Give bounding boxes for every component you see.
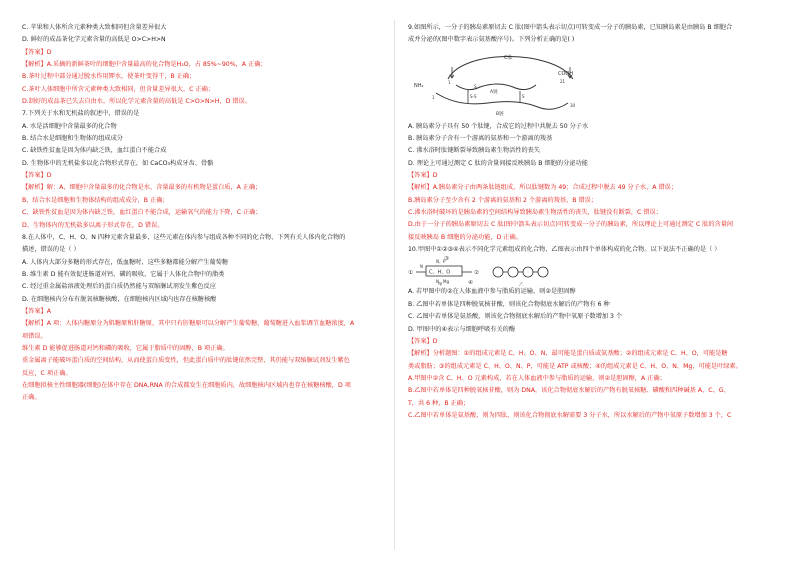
analysis-line: 【解析】A 项：人体内糖原分为肌糖原和肝糖原，其中只有肝糖原可以分解产生葡萄糖，葡萄糖进入血浆调节血糖浓度，A [22,320,355,328]
monomer-1 [493,267,503,277]
analysis-line: C.乙图中若单体是氨基酸，则为四肽，则该化合物彻底水解需要 3 分子水，所以水解后的产物中氧原子数增加 3 个，C [408,411,732,419]
nh2-label: NH₂ [414,82,424,89]
text-line: A. 人体内大部分多糖的形式存在，低血糖时，这些多糖都能分解产生葡萄糖 [22,258,229,266]
text-line: A. 若甲图中的②在人体血液中参与脂质的运输，则②是胆固醇 [408,288,576,296]
left-column [22,22,377,405]
analysis-line: 维生素 D 能够促进肠道对钙和磷的吸收，它属于脂质中的固醇，B 项正确。 [22,344,229,352]
text-line: A. 胰岛素分子具有 50 个肽键，合成它的过程中共脱去 50 分子水 [408,122,589,130]
analysis-line: D.由于一分子的胰岛素原切去 C 肽(图中箭头表示切点)可转变成一分子的胰岛素，所以理论上可通过测定 C 肽的含量间 [408,221,734,229]
compound-diagram-svg [408,256,763,286]
answer-line: 【答案】D [408,337,438,345]
b-chain-end-num: 30 [570,102,576,108]
ss-label-3: S [474,83,477,89]
analysis-line: 【解析】A.胰岛素分子由两条肽链组成，所以肽键数为 49；合成过程中脱去 49 分子水，A 错误； [408,184,678,192]
elements-label: C、H、O [429,269,451,276]
analysis-line: D.制好的成品茶已失去自由水，所以化学元素含量的高低是 C>O>N>H，D 错误。 [22,98,251,106]
text-line: B. 乙图中若单体是四种脱氧核苷酸，则该化合物彻底水解后的产物有 6 种 [408,300,610,308]
text-line: B. 胰岛素分子含有一个游离的氨基和一个游离的羧基 [408,135,553,143]
monomer-2 [508,267,518,277]
answer-line: 【答案】A [22,307,51,315]
b-chain-start-num: 1 [432,94,435,100]
analysis-line: 重金属离子能破坏蛋白质的空间结构，从而使蛋白质变性，但此蛋白质中的肽键依然完整，其仍能与双缩脲试剂发生紫色 [22,357,350,365]
analysis-line: C.茶叶人体细胞中所含元素种类大致相同，但含量差异很大，C 正确； [22,85,215,93]
text-line: C. 苹果和人体所含元素种类大致相同但含量差异很大 [22,24,167,31]
text-line: C. 缺铁性贫血是因为体内缺乏铁，血红蛋白不能合成 [22,147,167,155]
analysis-line: B、结合水是细胞和生物体结构的组成成分，B 正确； [22,196,169,204]
insulin-diagram-svg [408,47,763,121]
ss-label-2: S [522,93,525,99]
text-line: C. 经过重金属盐溶液处理后的蛋白质仍然能与双缩脲试剂发生紫色反应 [22,283,216,291]
analysis-line: 【解析】解：A、细胞中含量最多的化合物是水，含量最多的有机物是蛋白质，A 正确； [22,184,262,192]
text-line: D. 鲜好的成品茶化学元素含量的高低是 O>C>H>N [22,36,166,44]
column-divider [394,20,395,550]
chain-b-line [436,93,568,109]
text-line: D. 理论上可通过测定 C 肽的含量间接反映胰岛 B 细胞的分泌功能 [408,159,588,167]
monomer-4 [538,267,548,277]
chain-b-label: B链 [496,111,504,117]
answer-line: 【答案】D [22,172,52,180]
text-line: 10.甲图中①②③④表示不同化学元素组成的化合物，乙图表示由四个单体构成的化合物。以下说法不正确的是（ ） [408,246,721,254]
text-line: 成并分泌的(图中数字表示氨基酸序号)。下列分析正确的是( ) [408,36,575,44]
text-line: A. 水是活细胞中含量最多的化合物 [22,122,117,130]
ss-label-1: S-S [470,93,477,99]
figure-jia-label: 甲 [438,283,443,287]
compound-2-label: ② [474,270,479,277]
analysis-line: A.甲图中②含 C、H、O 元素构成，若在人体血液中参与脂质的运输，则②是胆固醇，A 正确； [408,374,666,382]
chain-a-label: A链 [490,89,498,95]
question-9-options-and-q10-stem [408,121,763,257]
a-chain-start-num: 1 [448,79,451,85]
analysis-line: T，共 6 种，B 正确； [408,399,470,407]
cooh-label: COOH [558,70,574,77]
n-p-label: N、P [436,259,446,265]
compound-3-label: ③ [444,256,449,263]
n-label: N [420,264,423,270]
analysis-line: 接反映胰岛 B 细胞的分泌功能，D 正确。 [408,233,522,241]
text-line: 9.如图所示，一分子的胰岛素原切去 C 肽(图中箭头表示切点)可转变成一分子的胰岛素，已知胰岛素是由胰岛 B 细胞合 [408,24,733,31]
chain-a-line [456,84,536,90]
text-line: C. 乙图中若单体是氨基酸，则该化合物彻底水解后的产物中氧原子数增加 3 个 [408,313,623,321]
analysis-line: B.茶叶过程中部分通过脱水作用钾水，使茶叶变得干，B 正确； [22,73,196,81]
analysis-line: 在细胞拟核主性细胞器(细胞)在体中存在 DNA,RNA 的合成都发生在细胞质内，故细胞核内区域内也存在核糖核酸，D 项 [22,381,351,389]
analysis-line: 【解析】A.采摘的新鲜茶叶的细胞中含量最高的化合物是H₂O，占 85%~90%，A 正确； [22,61,267,69]
analysis-line: 项错误。 [22,332,47,340]
text-line: 8.在人体中，C、H、O、N 四种元素含量最多，这些元素在体内参与组成各种不同的化合物，下列有关人体内化合物的 [22,233,346,241]
insulin-precursor-diagram [408,47,763,121]
question-10-options-and-analysis [408,286,763,422]
analysis-line: 反应，C 项正确。 [22,369,72,377]
analysis-line: 【解析】分析题图：①的组成元素是 C、H、O、N，最可能是蛋白质或氨基酸；②的组成元素是 C、H、O，可能是糖 [408,350,728,358]
figure-yi-label: 乙 [519,283,524,287]
question-9-stem [408,22,763,47]
c-peptide-label: C肽 [504,54,513,61]
analysis-line: C.沸水浴时破坏的是胰岛素的空间结构导致胰岛素生物活性的丧失，肽键没有断裂，C 错误； [408,209,662,217]
analysis-line: D、生物体内的无机盐多以离子形式存在，D 错误。 [22,221,164,229]
compound-formula-diagram [408,256,763,286]
text-line: D. 生物体中的无机盐多以化合物形式存在，如 CaCO₃构成牙齿、骨骼 [22,159,214,167]
text-line: C. 沸水浴时肽键断裂导致胰岛素生物活性的丧失 [408,147,541,155]
analysis-line: 类或脂肪；③的组成元素是 C、H、O、N、P，可能是 ATP 或核酸；④的组成元素是 C、H、O、N、Mg，可能是叶绿素。 [408,362,742,370]
compound-1-label: ① [408,270,413,277]
text-line: 描述，错误的是（ ） [22,246,80,254]
compound-4-label: ④ [468,280,473,287]
text-line: D. 甲图中的④表示与细胞呼吸有关的酶 [408,325,516,333]
answer-line: 【答案】D [22,48,52,56]
text-line: D. 在细胞核内分布有脱氧核糖核酸，在细胞核内区域内也存在核糖核酸 [22,295,217,303]
monomer-3 [523,267,533,277]
analysis-line: 正确。 [22,394,41,402]
n-mg-label: N、Mg [436,279,449,285]
analysis-line: C、缺铁性贫血是因为体内缺乏铁，血红蛋白不能合成，运输氧气的能力下降，C 正确； [22,209,262,217]
analysis-line: B.乙图中若单体是四种脱氧核苷酸，则为 DNA，该化合物彻底水解后的产物有脱氧核糖、磷酸和四种碱基 A、C、G、 [408,387,730,395]
analysis-line: B.胰岛素分子至少含有 2 个游离的氨基和 2 个游离的羧基，B 错误； [408,196,598,204]
answer-line: 【答案】D [408,172,438,180]
right-column [408,22,763,422]
text-line: B. 结合水是细胞和生物体的组成成分 [22,135,123,143]
text-line: B. 维生素 D 能有效促进肠道对钙、磷的吸收，它属于人体化合物中的脂类 [22,270,225,278]
a-chain-end-num: 21 [560,78,566,84]
text-line: 7.下列关于水和无机盐的叙述中，错误的是 [22,110,140,118]
